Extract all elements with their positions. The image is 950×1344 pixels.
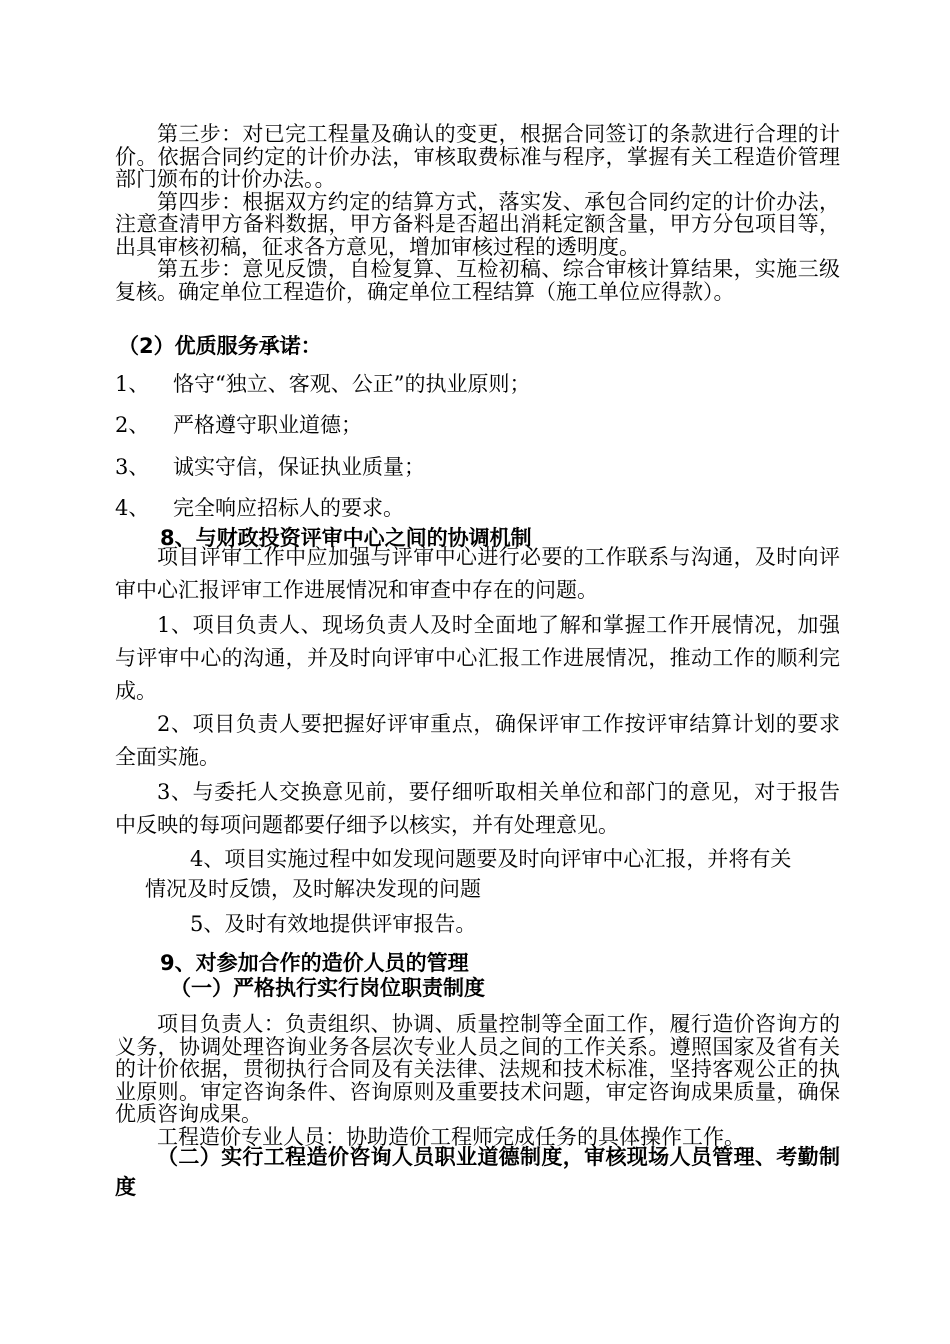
service-item-text: 恪守“独立、客观、公正”的执业原则； bbox=[173, 372, 531, 396]
section-9-heading: 9、对参加合作的造价人员的管理 bbox=[160, 951, 469, 975]
section-8-item-2: 2、项目负责人要把握好评审重点，确保评审工作按评审结算计划的要求全面实施。 bbox=[115, 712, 840, 769]
step-five-paragraph: 第五步：意见反馈，自检复算、互检初稿、综合审核计算结果，实施三级复核。确定单位工程造价，确定单位工程结算（施工单位应得款）。 bbox=[115, 257, 840, 304]
step-four-paragraph: 第四步：根据双方约定的结算方式，落实发、承包合同约定的计价办法，注意查清甲方备料数据，甲方备料是否超出消耗定额含量，甲方分包项目等，出具审核初稿，征求各方意见，增加审核过程的透明度。 bbox=[115, 189, 840, 259]
service-item-text: 完全响应招标人的要求。 bbox=[173, 496, 404, 520]
section-8-item-1-block bbox=[115, 609, 840, 708]
service-item-number: 1、 bbox=[115, 372, 150, 396]
section-9-sub-2-block bbox=[115, 1142, 840, 1202]
steps-block bbox=[115, 123, 840, 303]
section-8-intro-block bbox=[115, 541, 840, 607]
service-item bbox=[115, 412, 362, 438]
service-item-text: 严格遵守职业道德； bbox=[173, 413, 362, 437]
section-8-heading: 8、与财政投资评审中心之间的协调机制 bbox=[160, 526, 532, 550]
service-item bbox=[115, 454, 425, 480]
project-leader-paragraph: 项目负责人：负责组织、协调、质量控制等全面工作，履行造价咨询方的义务，协调处理咨询业务各层次专业人员之间的工作关系。遵照国家及省有关的计价依据，贯彻执行合同及有关法律、法规和技术标准，坚持客观公正的执业原则。审定咨询条件、咨询原则及重要技术问题，审定咨询成果质量，确保优质咨询成果。 bbox=[115, 1012, 840, 1126]
section-8-item-2-block bbox=[115, 708, 840, 774]
section-8-item-4-line-2: 情况及时反馈，及时解决发现的问题 bbox=[145, 877, 481, 901]
service-item bbox=[115, 495, 404, 521]
section-8-item-3: 3、与委托人交换意见前，要仔细听取相关单位和部门的意见，对于报告中反映的每项问题都要仔细予以核实，并有处理意见。 bbox=[115, 780, 840, 837]
service-item-number: 3、 bbox=[115, 455, 150, 479]
section-9-sub-1: （一）严格执行实行岗位职责制度 bbox=[170, 976, 485, 1000]
section-8-item-4-line-1: 4、项目实施过程中如发现问题要及时向评审中心汇报，并将有关 bbox=[190, 847, 792, 871]
service-item-number: 2、 bbox=[115, 413, 150, 437]
service-item-number: 4、 bbox=[115, 496, 150, 520]
section-8-item-1: 1、项目负责人、现场负责人及时全面地了解和掌握工作开展情况，加强与评审中心的沟通，并及时向评审中心汇报工作进展情况，推动工作的顺利完成。 bbox=[115, 613, 840, 703]
service-item bbox=[115, 371, 530, 397]
section-8-item-5: 5、及时有效地提供评审报告。 bbox=[190, 912, 477, 936]
service-heading: （2）优质服务承诺： bbox=[118, 334, 322, 358]
section-8-item-3-block bbox=[115, 776, 840, 842]
section-9-sub-2: （二）实行工程造价咨询人员职业道德制度，审核现场人员管理、考勤制度 bbox=[115, 1145, 840, 1199]
section-8-intro: 项目评审工作中应加强与评审中心进行必要的工作联系与沟通，及时向评审中心汇报评审工作进展情况和审查中存在的问题。 bbox=[115, 545, 840, 602]
cost-staff-paragraph: 工程造价专业人员：协助造价工程师完成任务的具体操作工作。 bbox=[157, 1124, 745, 1149]
section-9-body bbox=[115, 1013, 840, 1148]
service-item-text: 诚实守信，保证执业质量； bbox=[173, 455, 425, 479]
step-three-paragraph: 第三步：对已完工程量及确认的变更，根据合同签订的条款进行合理的计价。依据合同约定的计价办法，审核取费标准与程序，掌握有关工程造价管理部门颁布的计价办法。。 bbox=[115, 122, 840, 191]
